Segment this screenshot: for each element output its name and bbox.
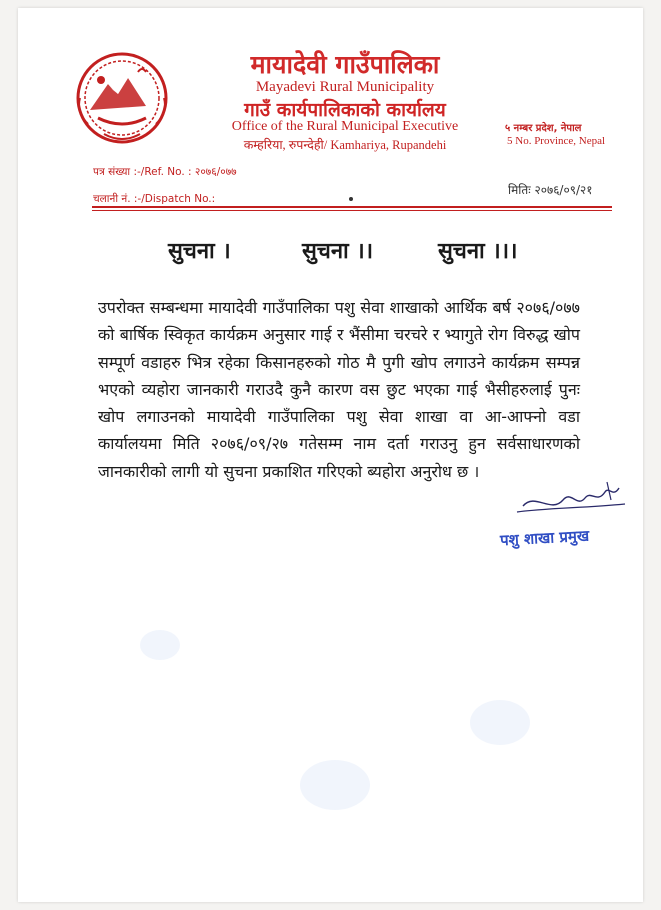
header-divider <box>92 206 612 208</box>
reference-number: पत्र संख्या :-/Ref. No. : २०७६/०७७ <box>93 166 237 178</box>
paper-smudge <box>140 630 180 660</box>
header-divider-thin <box>92 210 612 211</box>
signature-stamp: पशु शाखा प्रमुख <box>499 526 590 550</box>
notice-title-1: सुचना । <box>168 239 231 264</box>
office-title-np: गाउँ कार्यपालिकाको कार्यालय <box>244 99 446 121</box>
province-np: ५ नम्बर प्रदेश, नेपाल <box>505 123 582 134</box>
notice-title-2: सुचना ।। <box>302 239 374 264</box>
dispatch-number: चलानी नं. :-/Dispatch No.: <box>93 193 216 205</box>
letter-date: मितिः २०७६/०९/२१ <box>508 183 593 197</box>
municipality-title-en: Mayadevi Rural Municipality <box>255 79 435 95</box>
office-address: कम्हरिया, रुपन्देही/ Kamhariya, Rupandehi <box>243 138 447 152</box>
paper-smudge <box>300 760 370 810</box>
office-title-en: Office of the Rural Municipal Executive <box>231 119 459 134</box>
signature-icon <box>515 478 627 518</box>
municipality-title-np: मायादेवी गाउँपालिका <box>250 50 440 79</box>
punch-dot <box>349 197 353 201</box>
notice-body: उपरोक्त सम्बन्धमा मायादेवी गाउँपालिका पशु सेवा शाखाको आर्थिक बर्ष २०७६/०७७ को बार्षिक स्विकृत कार्यक्रम अनुसार गाई र भैंसीमा चरचरे र भ्यागुते रोग विरुद्ध खोप सम्पूर्ण वडाहरु भित्र रहेका किसानहरुको गोठ मै पुगी खोप लगाउने कार्यक्रम सम्पन्न भएको व्यहोरा जानकारी गराउदै कुनै कारण वस छुट भएका गाई भैसीहरुलाई पुनः खोप लगाउनको मायादेवी गाउँपालिका पशु सेवा शाखा वा आ-आफ्नो वडा कार्यालयमा मिति २०७६/०९/२७ गतेसम्म नाम दर्ता गराउनु हुन सर्वसाधारणको जानकारीको लागी यो सुचना प्रकाशित गरिएको ब्यहोरा अनुरोध छ । <box>98 298 580 481</box>
notice-title-3: सुचना ।।। <box>438 239 518 264</box>
nepal-emblem-icon <box>68 50 176 146</box>
province-en: 5 No. Province, Nepal <box>507 135 606 147</box>
paper-smudge <box>470 700 530 745</box>
